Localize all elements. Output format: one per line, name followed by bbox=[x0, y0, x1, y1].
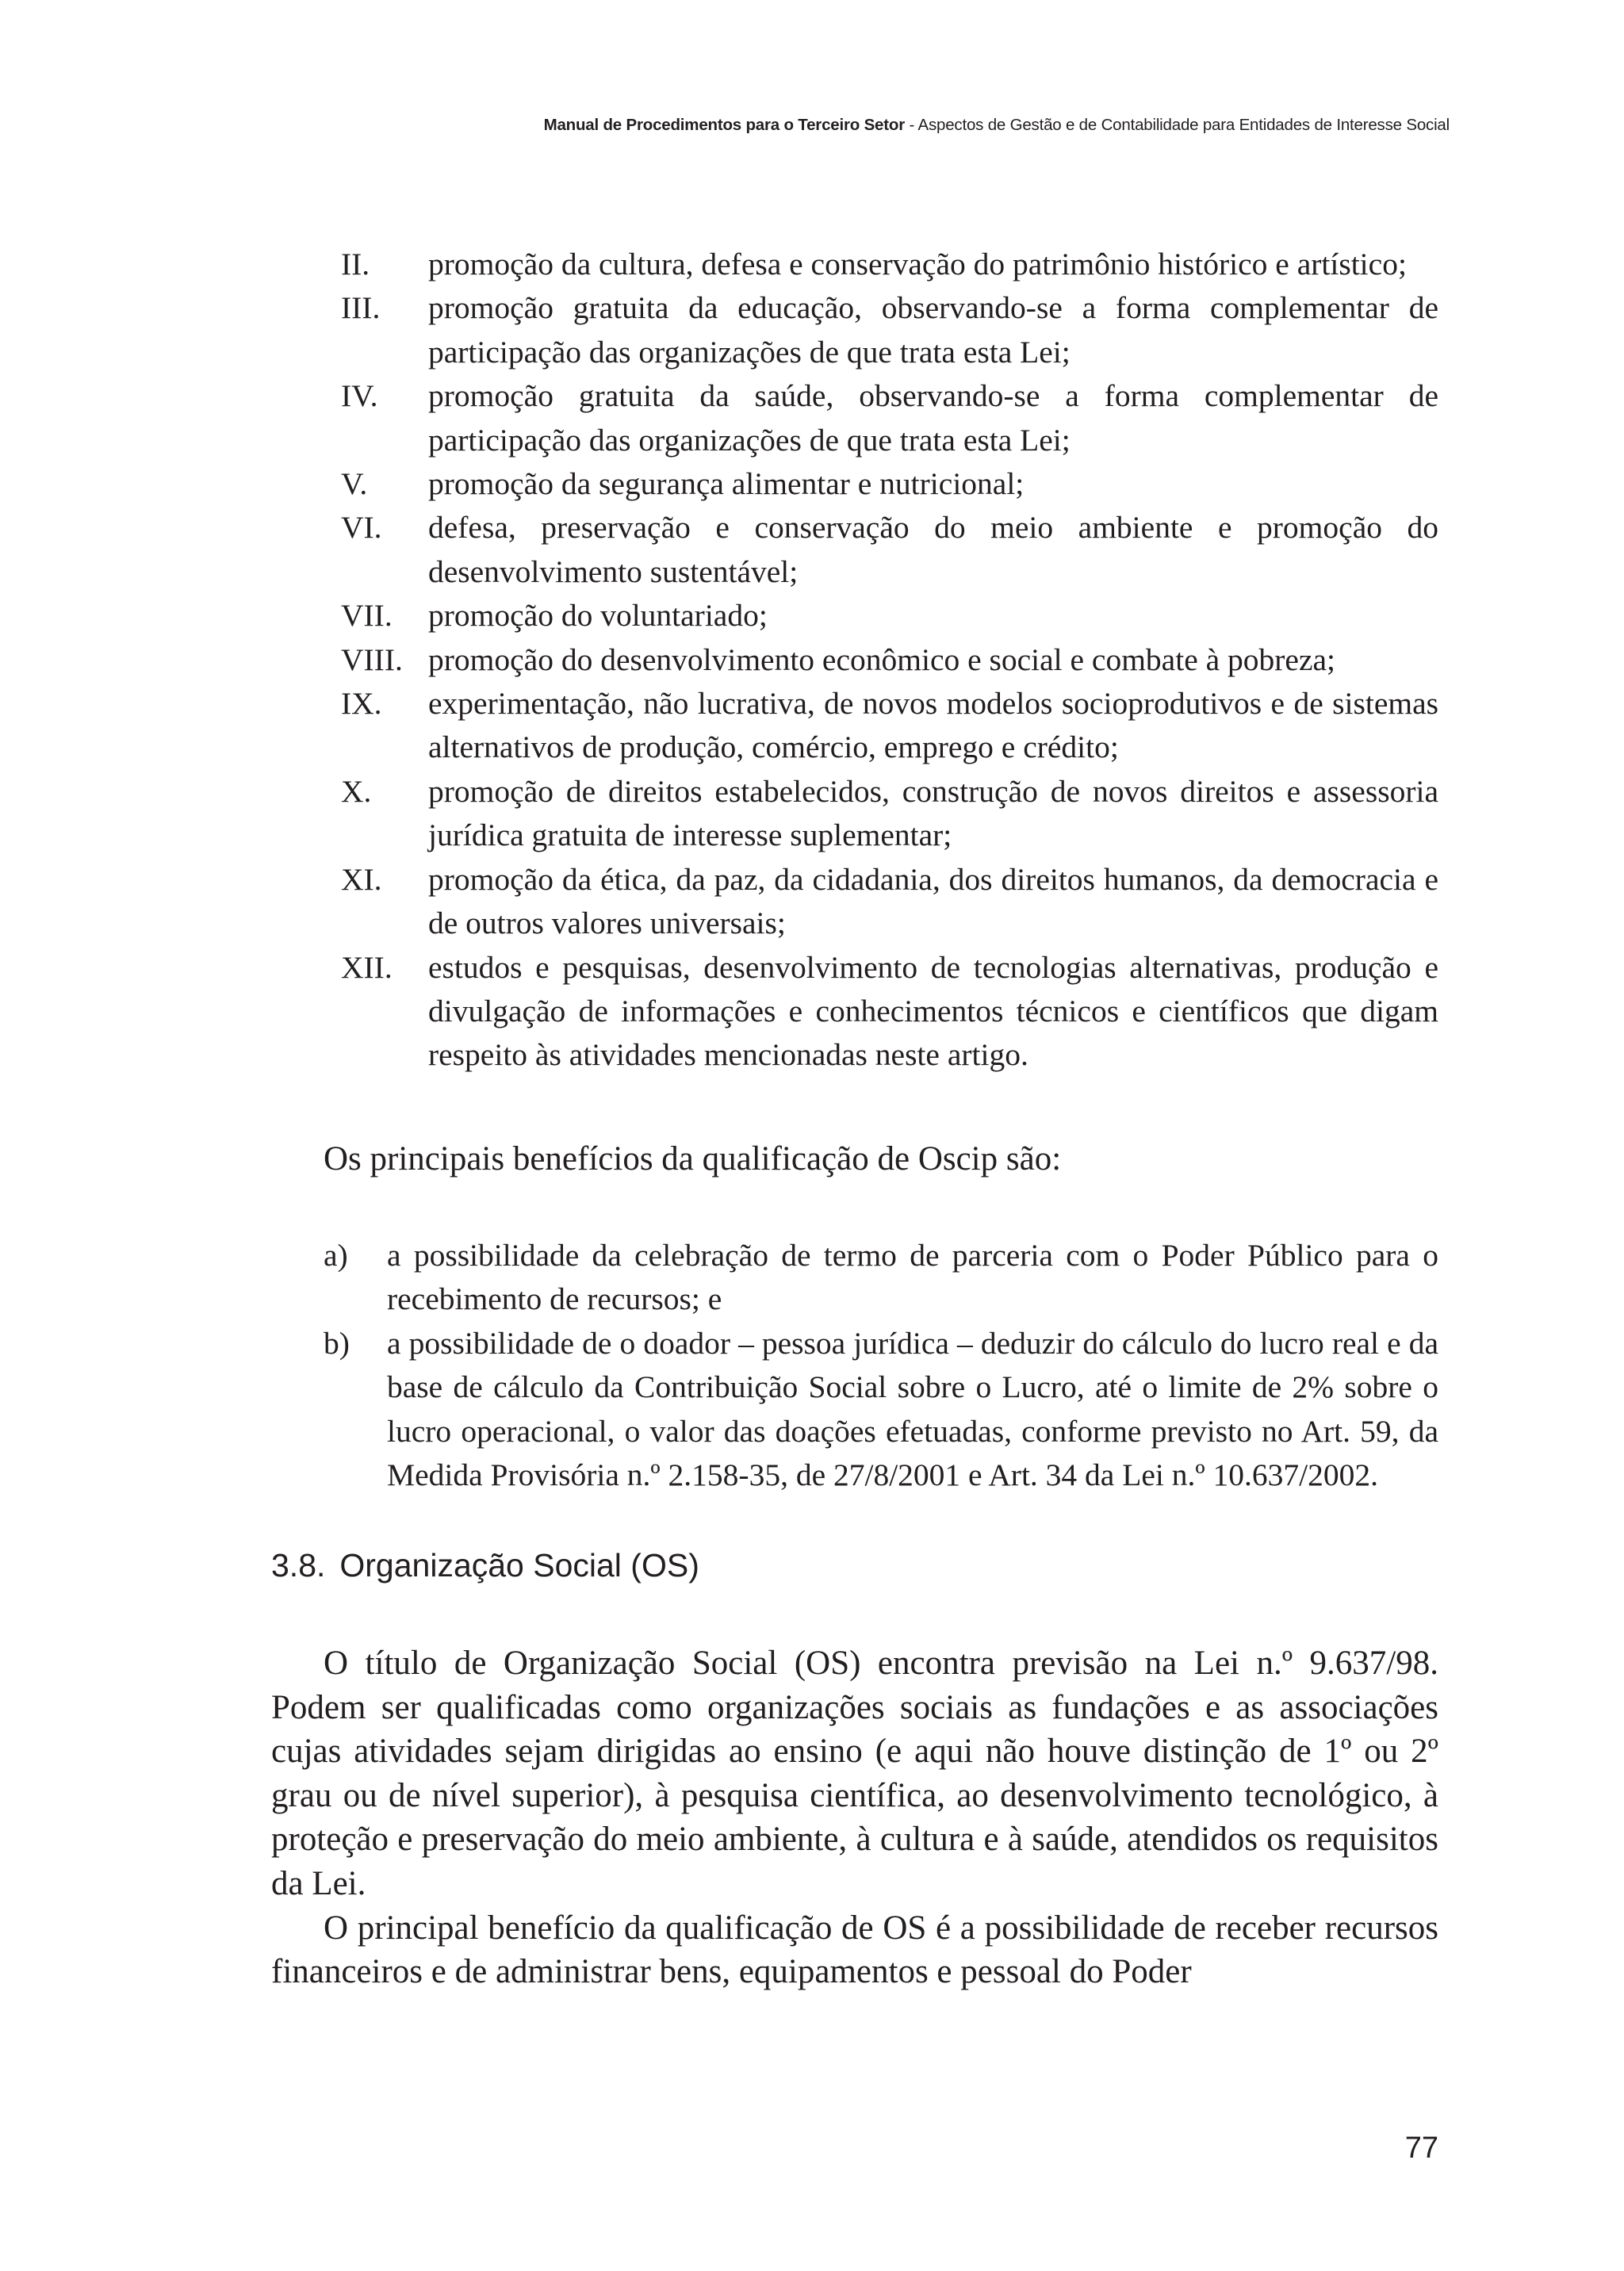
section-number: 3.8. bbox=[271, 1547, 326, 1584]
list-item-number: IV. bbox=[341, 378, 378, 414]
section-heading bbox=[271, 1543, 699, 1587]
list-item-number: IX. bbox=[341, 686, 382, 722]
list-item-text: a possibilidade de o doador – pessoa jurídica – deduzir do cálculo do lucro real e da base de cálculo da Contribuição Social sobre o Lucro, até o limite de 2% sobre o lucro operacional, o valor das doações efetuadas, conforme previsto no Art. 59, da Medida Provisória n.º 2.158-35, de 27/8/2001 e Art. 34 da Lei n.º 10.637/2002. bbox=[387, 1325, 1438, 1493]
running-header-bold: Manual de Procedimentos para o Terceiro Setor bbox=[543, 116, 905, 134]
list-item-text: a possibilidade da celebração de termo de parceria com o Poder Público para o recebimento de recursos; e bbox=[387, 1238, 1438, 1317]
list-item bbox=[341, 770, 1438, 858]
benefits-list bbox=[324, 1234, 1438, 1497]
list-item-text: promoção do desenvolvimento econômico e social e combate à pobreza; bbox=[428, 641, 1335, 677]
paragraph: O principal benefício da qualificação de OS é a possibilidade de receber recursos financeiros e de administrar bens, equipamentos e pessoal do Poder bbox=[271, 1909, 1438, 1991]
running-header-subtitle: - Aspectos de Gestão e de Contabilidade para Entidades de Interesse Social bbox=[904, 116, 1450, 134]
list-item bbox=[341, 243, 1438, 286]
running-header bbox=[262, 116, 1450, 135]
list-item-text: promoção de direitos estabelecidos, construção de novos direitos e assessoria jurídica gratuita de interesse suplementar; bbox=[428, 773, 1438, 853]
list-item bbox=[341, 594, 1438, 638]
list-item-text: promoção da segurança alimentar e nutricional; bbox=[428, 466, 1025, 502]
section-body bbox=[271, 1641, 1438, 1994]
list-item bbox=[341, 286, 1438, 374]
list-item bbox=[341, 858, 1438, 946]
list-item-number: III. bbox=[341, 290, 381, 326]
list-item bbox=[324, 1322, 1438, 1498]
page-number: 77 bbox=[1404, 2131, 1438, 2165]
section-title: Organização Social (OS) bbox=[339, 1547, 699, 1584]
list-item-number: VII. bbox=[341, 598, 393, 634]
list-item-number: VI. bbox=[341, 510, 382, 546]
list-item-label: a) bbox=[324, 1238, 348, 1273]
roman-numeral-list bbox=[341, 243, 1438, 1078]
list-item-text: estudos e pesquisas, desenvolvimento de tecnologias alternativas, produção e divulgação de informações e conhecimentos técnicos e científicos que digam respeito às atividades mencionadas neste artigo. bbox=[428, 949, 1438, 1073]
list-item-number: X. bbox=[341, 773, 372, 809]
list-item bbox=[341, 374, 1438, 462]
list-item-number: VIII. bbox=[341, 641, 403, 677]
list-item bbox=[341, 638, 1438, 682]
list-item-text: promoção gratuita da educação, observando-se a forma complementar de participação das organizações de que trata esta Lei; bbox=[428, 290, 1438, 370]
list-item-label: b) bbox=[324, 1325, 350, 1361]
list-item bbox=[341, 506, 1438, 594]
list-item bbox=[324, 1234, 1438, 1322]
list-item-number: II. bbox=[341, 247, 370, 281]
list-item-number: XI. bbox=[341, 861, 382, 897]
list-item-number: V. bbox=[341, 466, 368, 502]
list-item bbox=[341, 682, 1438, 770]
list-item-text: defesa, preservação e conservação do meio ambiente e promoção do desenvolvimento sustentável; bbox=[428, 510, 1438, 589]
list-item-number: XII. bbox=[341, 949, 393, 985]
list-item bbox=[341, 462, 1438, 506]
list-item-text: promoção gratuita da saúde, observando-se a forma complementar de participação das organizações de que trata esta Lei; bbox=[428, 378, 1438, 458]
list-item-text: promoção da ética, da paz, da cidadania, dos direitos humanos, da democracia e de outros valores universais; bbox=[428, 861, 1438, 941]
list-item bbox=[341, 946, 1438, 1078]
list-item-text: promoção do voluntariado; bbox=[428, 598, 768, 634]
list-item-text: experimentação, não lucrativa, de novos modelos socioprodutivos e de sistemas alternativos de produção, comércio, emprego e crédito; bbox=[428, 686, 1438, 765]
paragraph: O título de Organização Social (OS) encontra previsão na Lei n.º 9.637/98. Podem ser qualificadas como organizações sociais as fundações e as associações cujas atividades sejam dirigidas ao ensino (e aqui não houve distinção de 1º ou 2º grau ou de nível superior), à pesquisa científica, ao desenvolvimento tecnológico, à proteção e preservação do meio ambiente, à cultura e à saúde, atendidos os requisitos da Lei. bbox=[271, 1645, 1438, 1902]
benefits-intro: Os principais benefícios da qualificação de Oscip são: bbox=[324, 1140, 1062, 1178]
list-item-text: promoção da cultura, defesa e conservação do patrimônio histórico e artístico; bbox=[428, 247, 1407, 281]
